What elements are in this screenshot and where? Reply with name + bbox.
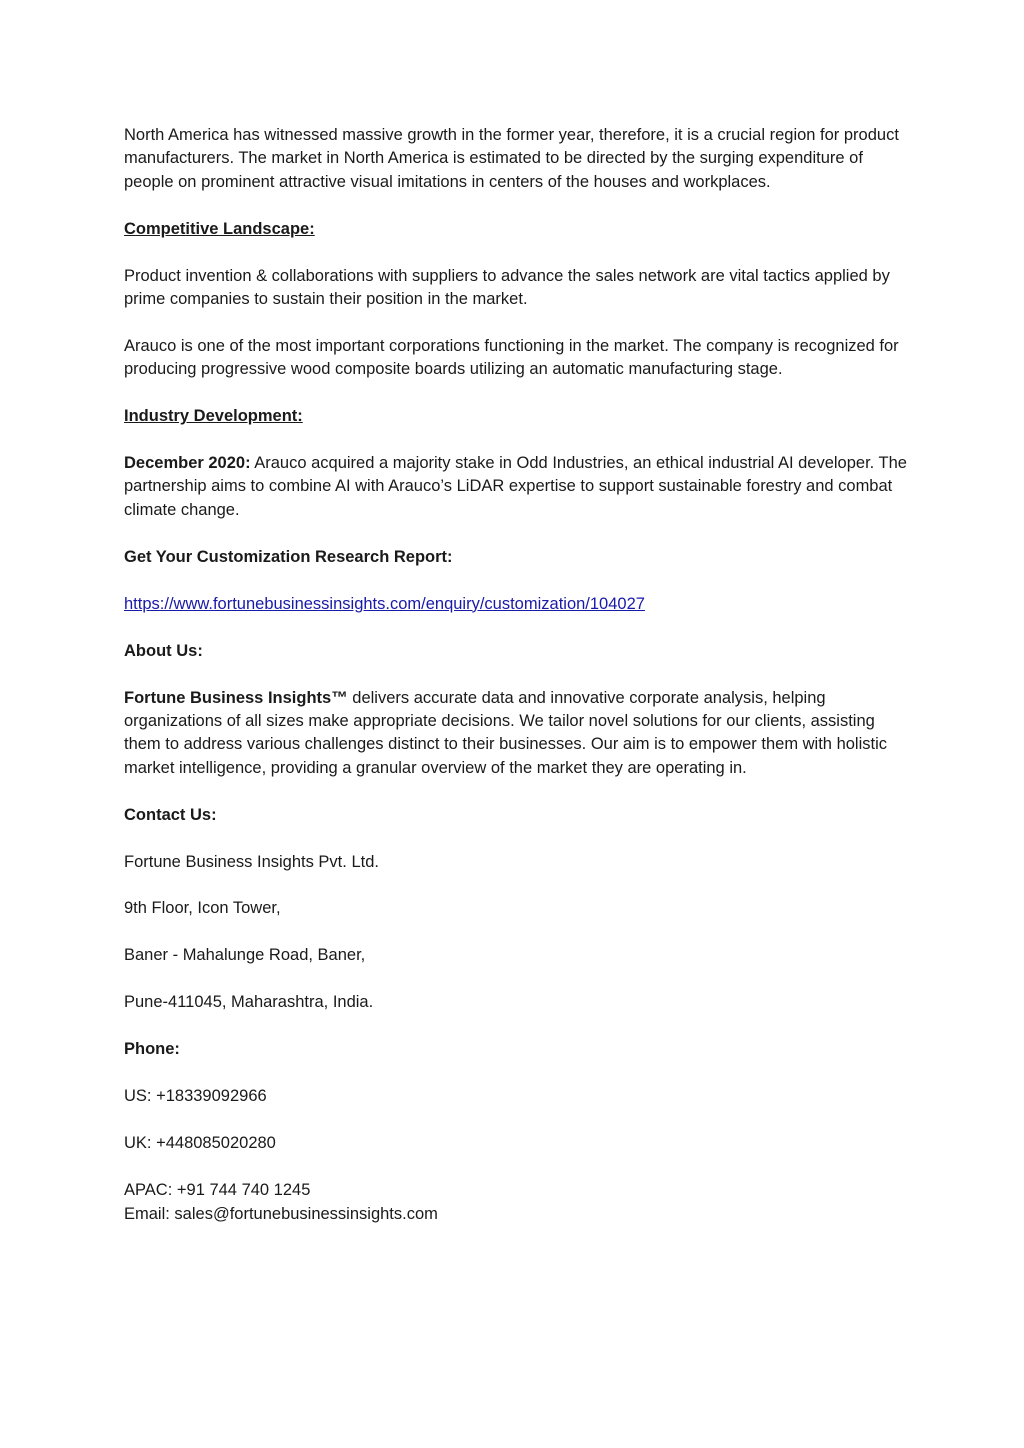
phone-uk: UK: +448085020280 <box>124 1134 276 1153</box>
competitive-landscape-paragraph-1: Product invention & collaborations with suppliers to advance the sales network are vital tactics applied by prime companies to sustain their position in the market. <box>124 266 890 308</box>
competitive-landscape-paragraph-2: Arauco is one of the most important corporations functioning in the market. The company is recognized for producing progressive wood composite boards utilizing an automatic manufacturing stage. <box>124 336 899 379</box>
document-page <box>124 124 914 1226</box>
phone-apac: APAC: +91 744 740 1245 <box>124 1181 311 1200</box>
contact-address-line-1: 9th Floor, Icon Tower, <box>124 899 281 918</box>
competitive-landscape-heading: Competitive Landscape: <box>124 219 315 238</box>
about-us-text: delivers accurate data and innovative corporate analysis, helping organizations of all sizes make appropriate decisions. We tailor novel solutions for our clients, assisting them to address various challenges distinct to their businesses. Our aim is to empower them with holistic market intelligence, providing a granular overview of the market they are operating in. <box>124 688 888 777</box>
intro-paragraph: North America has witnessed massive growth in the former year, therefore, it is a crucial region for product manufacturers. The market in North America is estimated to be directed by the surging expenditure of people on prominent attractive visual imitations in centers of the houses and workplaces. <box>124 126 899 191</box>
contact-email: Email: sales@fortunebusinessinsights.com <box>124 1204 438 1223</box>
about-us-company-name: Fortune Business Insights™ <box>124 688 348 707</box>
industry-development-text: Arauco acquired a majority stake in Odd Industries, an ethical industrial AI developer. The partnership aims to combine AI with Arauco’s LiDAR expertise to support sustainable forestry and combat climate change. <box>124 454 907 519</box>
phone-us: US: +18339092966 <box>124 1087 267 1106</box>
customization-link[interactable]: https://www.fortunebusinessinsights.com/enquiry/customization/104027 <box>124 594 645 613</box>
contact-company: Fortune Business Insights Pvt. Ltd. <box>124 852 379 871</box>
contact-address-line-2: Baner - Mahalunge Road, Baner, <box>124 946 366 965</box>
contact-us-heading: Contact Us: <box>124 805 217 824</box>
about-us-heading: About Us: <box>124 641 203 660</box>
industry-development-heading: Industry Development: <box>124 407 303 426</box>
about-us-paragraph <box>124 687 914 780</box>
customization-link-paragraph <box>124 593 914 616</box>
phone-heading: Phone: <box>124 1040 180 1059</box>
contact-address-line-3: Pune-411045, Maharashtra, India. <box>124 993 374 1012</box>
customization-heading: Get Your Customization Research Report: <box>124 547 453 566</box>
industry-development-paragraph <box>124 452 914 522</box>
industry-development-date: December 2020: <box>124 454 251 473</box>
